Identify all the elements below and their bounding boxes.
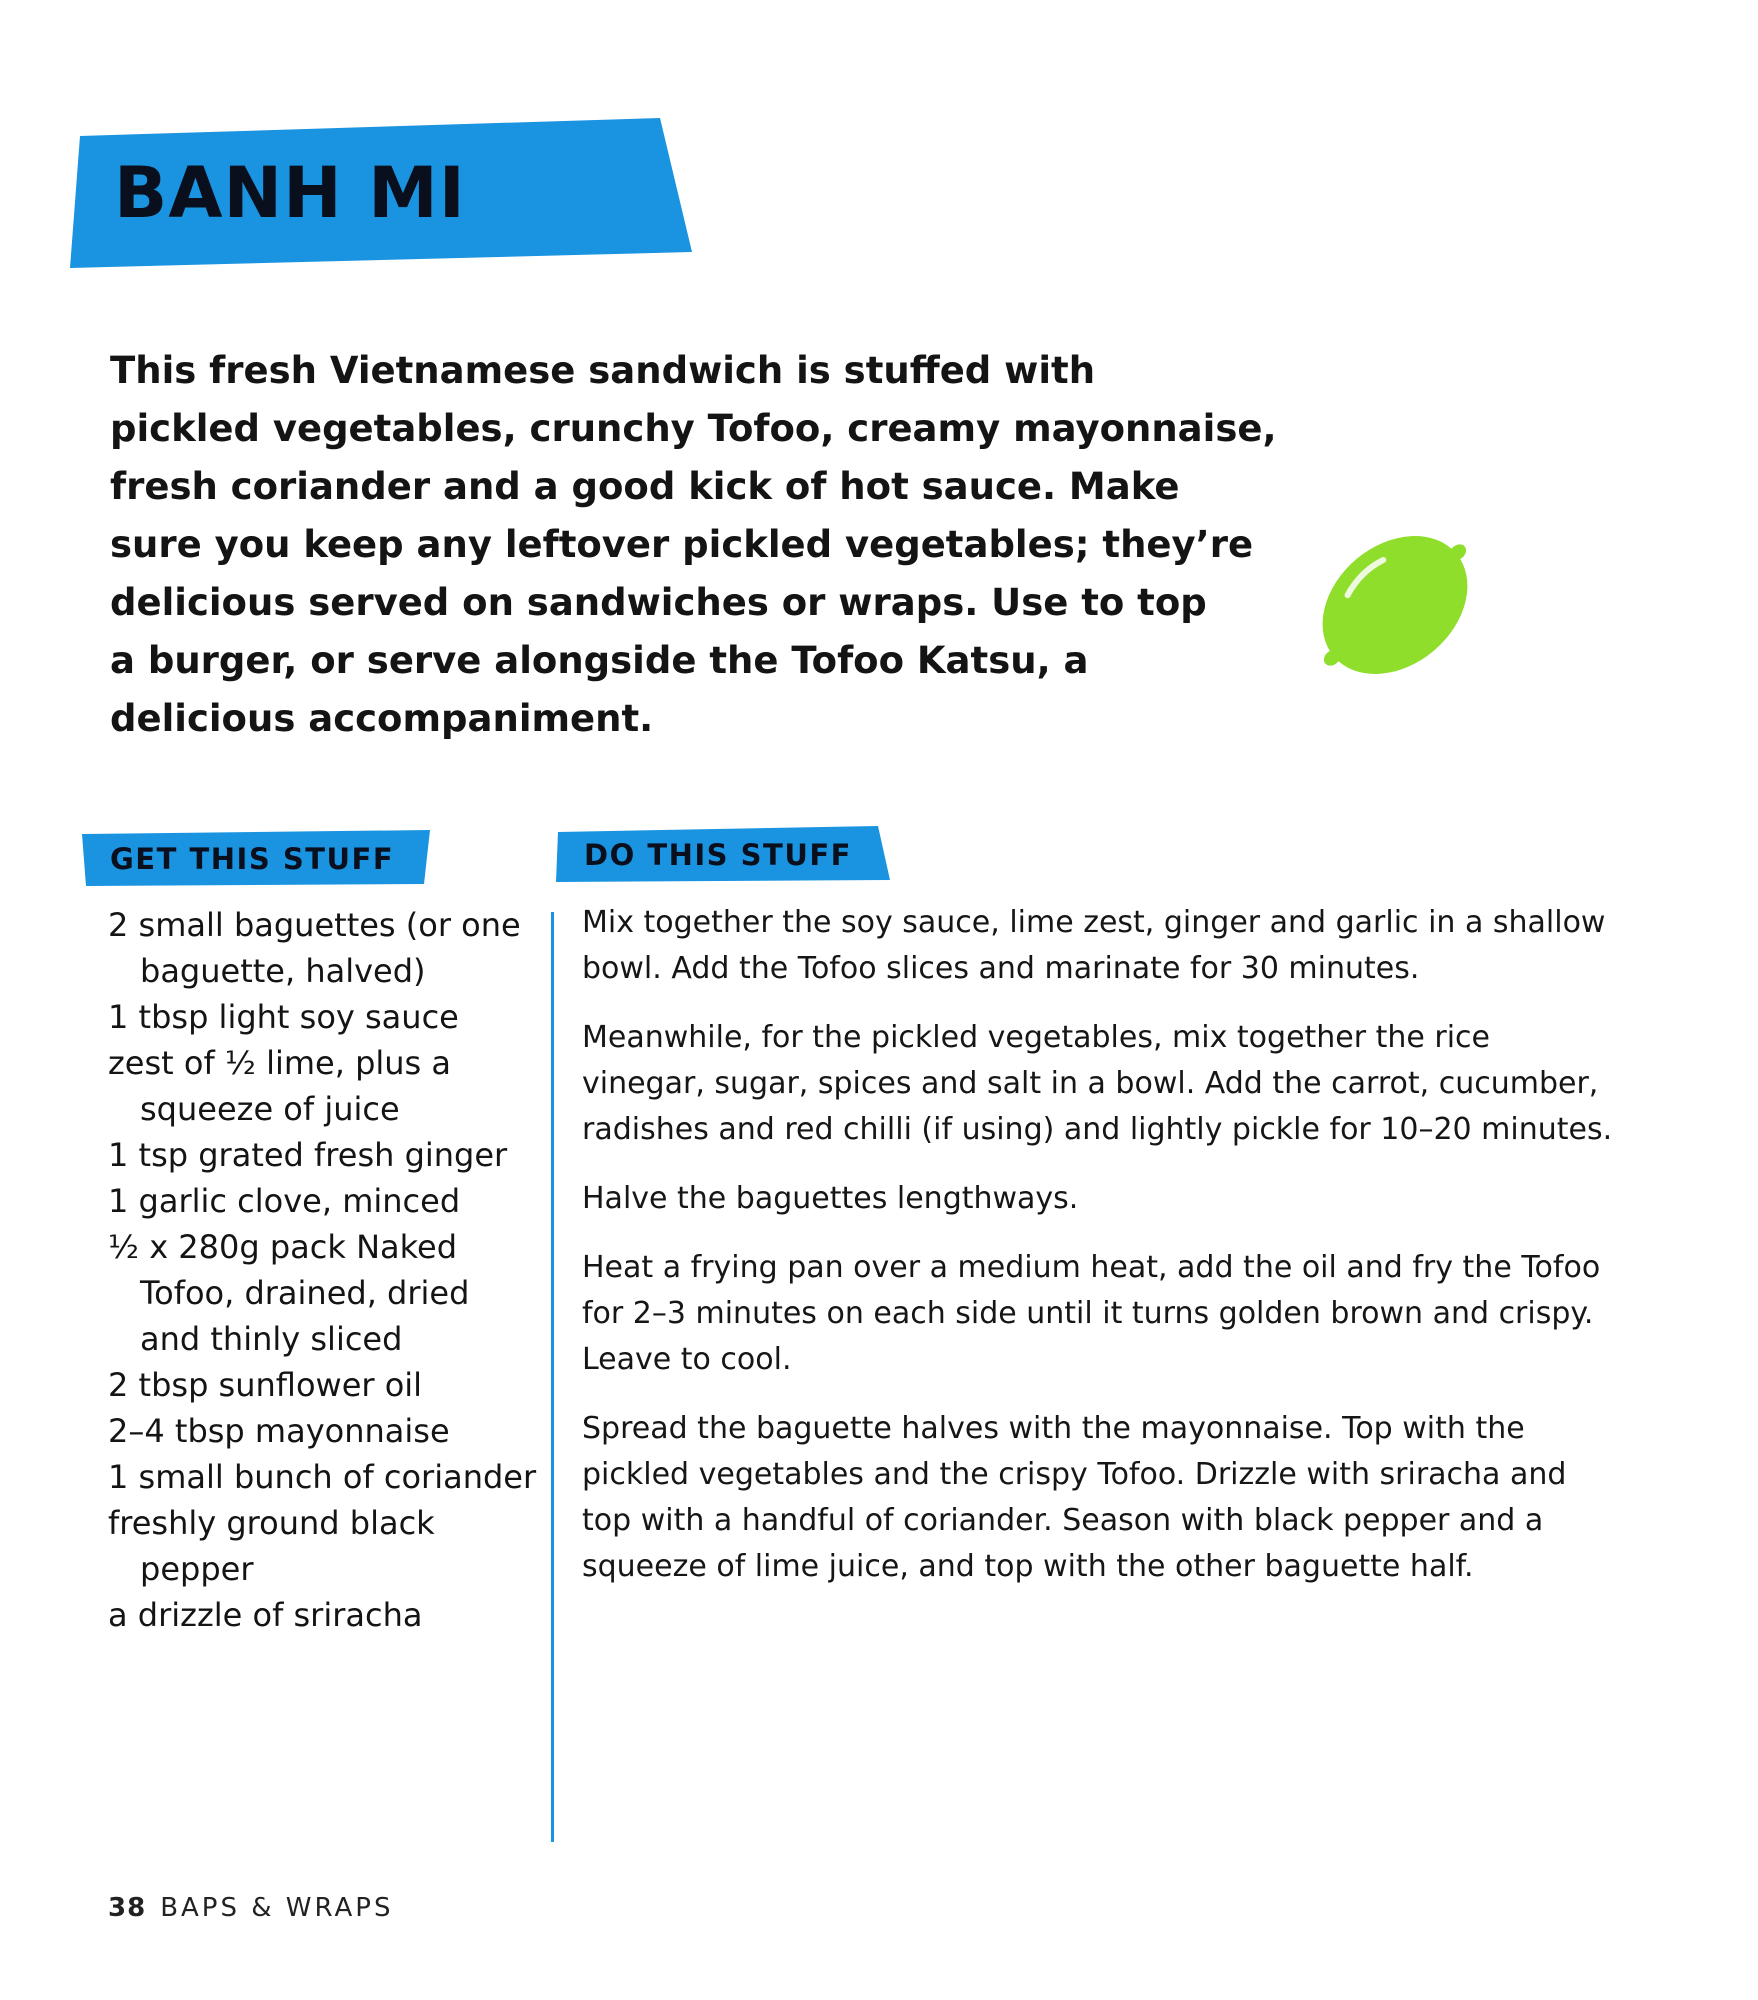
method-line: Mix together the soy sauce, lime zest, ginger and garlic in a shallow bbox=[582, 905, 1606, 940]
method-heading bbox=[556, 826, 890, 882]
method-line: radishes and red chilli (if using) and lightly pickle for 10–20 minutes. bbox=[582, 1112, 1613, 1147]
method-step bbox=[582, 1176, 1642, 1222]
method-line: vinegar, sugar, spices and salt in a bowl. Add the carrot, cucumber, bbox=[582, 1066, 1599, 1101]
ingredient-item: 1 small bunch of coriander bbox=[108, 1458, 537, 1496]
ingredient-item: a drizzle of sriracha bbox=[108, 1596, 423, 1634]
method-line: Heat a frying pan over a medium heat, add the oil and fry the Tofoo bbox=[582, 1250, 1601, 1285]
intro-line: This fresh Vietnamese sandwich is stuffed with bbox=[110, 349, 1096, 392]
method-step bbox=[582, 1245, 1642, 1383]
lime-icon bbox=[1305, 515, 1485, 695]
recipe-title: BANH MI bbox=[114, 152, 466, 234]
page-number: 38 bbox=[108, 1893, 147, 1923]
ingredient-item: 1 garlic clove, minced bbox=[108, 1182, 461, 1220]
page-footer bbox=[108, 1893, 394, 1923]
method-heading-text: DO THIS STUFF bbox=[584, 838, 852, 872]
ingredient-item: 2 tbsp sunflower oil bbox=[108, 1366, 423, 1404]
method-line: for 2–3 minutes on each side until it turns golden brown and crispy. bbox=[582, 1296, 1594, 1331]
method-step bbox=[582, 900, 1642, 992]
ingredient-item: 2–4 tbsp mayonnaise bbox=[108, 1412, 450, 1450]
method-steps bbox=[582, 900, 1642, 1613]
method-line: Halve the baguettes lengthways. bbox=[582, 1181, 1079, 1216]
method-line: pickled vegetables and the crispy Tofoo. Drizzle with sriracha and bbox=[582, 1457, 1567, 1492]
ingredient-item: ½ x 280g pack Naked Tofoo, drained, dried and thinly sliced bbox=[108, 1228, 470, 1358]
intro-line: fresh coriander and a good kick of hot sauce. Make bbox=[110, 465, 1180, 508]
intro-line: a burger, or serve alongside the Tofoo Katsu, a bbox=[110, 639, 1089, 682]
ingredient-item: 1 tsp grated fresh ginger bbox=[108, 1136, 508, 1174]
intro-line: sure you keep any leftover pickled vegetables; they’re bbox=[110, 523, 1254, 566]
method-line: bowl. Add the Tofoo slices and marinate for 30 minutes. bbox=[582, 951, 1420, 986]
ingredient-item: freshly ground black pepper bbox=[108, 1504, 435, 1588]
method-step bbox=[582, 1406, 1642, 1590]
intro-line: pickled vegetables, crunchy Tofoo, creamy mayonnaise, bbox=[110, 407, 1277, 450]
title-banner bbox=[70, 118, 692, 270]
method-line: Spread the baguette halves with the mayonnaise. Top with the bbox=[582, 1411, 1525, 1446]
recipe-intro bbox=[110, 342, 1277, 748]
intro-line: delicious served on sandwiches or wraps. Use to top bbox=[110, 581, 1207, 624]
method-line: squeeze of lime juice, and top with the other baguette half. bbox=[582, 1549, 1474, 1584]
section-name: BAPS & WRAPS bbox=[160, 1893, 394, 1923]
column-divider bbox=[551, 912, 554, 1842]
ingredient-item: 2 small baguettes (or one baguette, halved) bbox=[108, 906, 521, 990]
ingredient-item: 1 tbsp light soy sauce bbox=[108, 998, 459, 1036]
ingredient-item: zest of ½ lime, plus a squeeze of juice bbox=[108, 1044, 451, 1128]
method-line: top with a handful of coriander. Season with black pepper and a bbox=[582, 1503, 1544, 1538]
method-line: Leave to cool. bbox=[582, 1342, 792, 1377]
method-step bbox=[582, 1015, 1642, 1153]
method-line: Meanwhile, for the pickled vegetables, mix together the rice bbox=[582, 1020, 1491, 1055]
intro-line: delicious accompaniment. bbox=[110, 697, 654, 740]
ingredient-list bbox=[108, 902, 538, 1638]
ingredients-heading-text: GET THIS STUFF bbox=[110, 842, 395, 876]
ingredients-heading bbox=[82, 830, 430, 886]
